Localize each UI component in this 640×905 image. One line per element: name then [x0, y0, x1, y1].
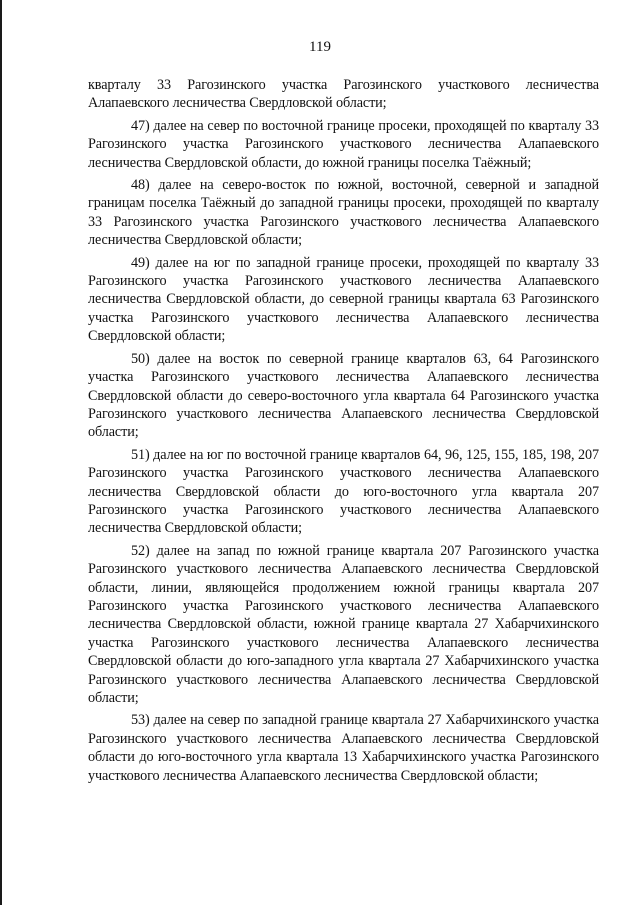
paragraph-item-48: 48) далее на северо-восток по южной, восточной, северной и западной границам поселка Таёжный до западной границы просеки, проходящей по кварталу 33 Рагозинского участка Рагозинского участкового лесничества Алапаевского лесничества Свердловской области;	[88, 177, 599, 249]
page-number: 119	[309, 39, 331, 55]
paragraph-item-47: 47) далее на север по восточной границе просеки, проходящей по кварталу 33 Рагозинского участка Рагозинского участкового лесничества Алапаевского лесничества Свердловской области, до южной границы поселка Таёжный;	[88, 117, 599, 171]
paragraph-continuation: кварталу 33 Рагозинского участка Рагозинского участкового лесничества Алапаевского лесничества Свердловской области;	[88, 77, 599, 112]
paragraph-item-52: 52) далее на запад по южной границе квартала 207 Рагозинского участка Рагозинского участкового лесничества Алапаевского лесничества Свердловской области, линии, являющейся продолжением южной границы квартала 207 Рагозинского участка Рагозинского участкового лесничества Алапаевского лесничества Свердловской области, южной границе квартала 27 Хабарчихинского участка Рагозинского участкового лесничества Алапаевского лесничества Свердловской области до юго-западного угла квартала 27 Хабарчихинского участка Рагозинского участкового лесничества Алапаевского лесничества Свердловской области;	[88, 542, 599, 706]
document-body	[88, 76, 599, 789]
paragraph-item-50: 50) далее на восток по северной границе кварталов 63, 64 Рагозинского участка Рагозинского участкового лесничества Алапаевского лесничества Свердловской области до северо-восточного угла квартала 64 Рагозинского участка Рагозинского участкового лесничества Алапаевского лесничества Свердловской области;	[88, 350, 599, 441]
scan-edge-line	[0, 0, 2, 905]
paragraph-item-51: 51) далее на юг по восточной границе кварталов 64, 96, 125, 155, 185, 198, 207 Рагозинского участка Рагозинского участкового лесничества Алапаевского лесничества Свердловской области до юго-восточного угла квартала 207 Рагозинского участка Рагозинского участкового лесничества Алапаевского лесничества Свердловской области;	[88, 446, 599, 537]
paragraph-item-53: 53) далее на север по западной границе квартала 27 Хабарчихинского участка Рагозинского участкового лесничества Алапаевского лесничества Свердловской области до юго-восточного угла квартала 13 Хабарчихинского участка Рагозинского участкового лесничества Алапаевского лесничества Свердловской области;	[88, 712, 599, 784]
paragraph-item-49: 49) далее на юг по западной границе просеки, проходящей по кварталу 33 Рагозинского участка Рагозинского участкового лесничества Алапаевского лесничества Свердловской области, до северной границы квартала 63 Рагозинского участка Рагозинского участкового лесничества Алапаевского лесничества Свердловской области;	[88, 254, 599, 345]
